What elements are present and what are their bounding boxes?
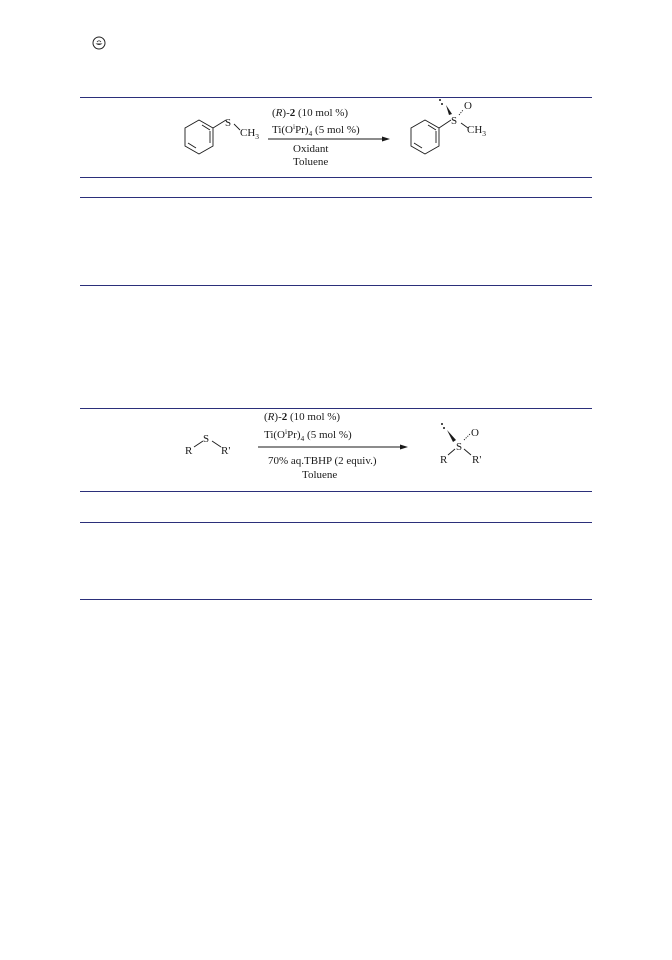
pr2-rprime-label: R'	[472, 454, 482, 466]
pr2-oxygen-label: O	[471, 427, 479, 439]
sm-methyl-label: $CH_3$	[240, 127, 260, 141]
pr2-sulfur-label: S	[456, 441, 463, 453]
sm2-rprime-label: R'	[221, 445, 231, 457]
reagent2-catalyst-line: (R)-2 (10 mol %)	[264, 411, 341, 423]
pr-methyl-label: $CH_3$	[467, 124, 487, 138]
sm2-r-label: R	[185, 445, 193, 457]
pr2-r-label: R	[440, 454, 448, 466]
pr-oxygen-label: O	[464, 100, 472, 112]
oxidant2-label: 70% aq.TBHP (2 equiv.)	[268, 455, 377, 467]
arrowhead-2-icon	[400, 445, 408, 450]
sulfide-structure	[185, 433, 230, 457]
pr-sulfur-label: S	[451, 115, 458, 127]
sulfoxide2-structure	[440, 423, 481, 466]
reagent-titanium-line: $Ti(O^iPr)_4$ (5 mol %)	[272, 122, 360, 138]
solvent-label: Toluene	[293, 156, 329, 168]
reagent2-titanium-line: $Ti(O^iPr)_4$ (5 mol %)	[264, 427, 352, 443]
sm2-sulfur-label: S	[203, 433, 210, 445]
solvent2-label: Toluene	[302, 469, 338, 481]
oxidant-label: Oxidant	[293, 143, 329, 155]
sm-sulfur-label: S	[225, 117, 232, 129]
reagent-catalyst-line: (R)-2 (10 mol %)	[272, 107, 349, 119]
